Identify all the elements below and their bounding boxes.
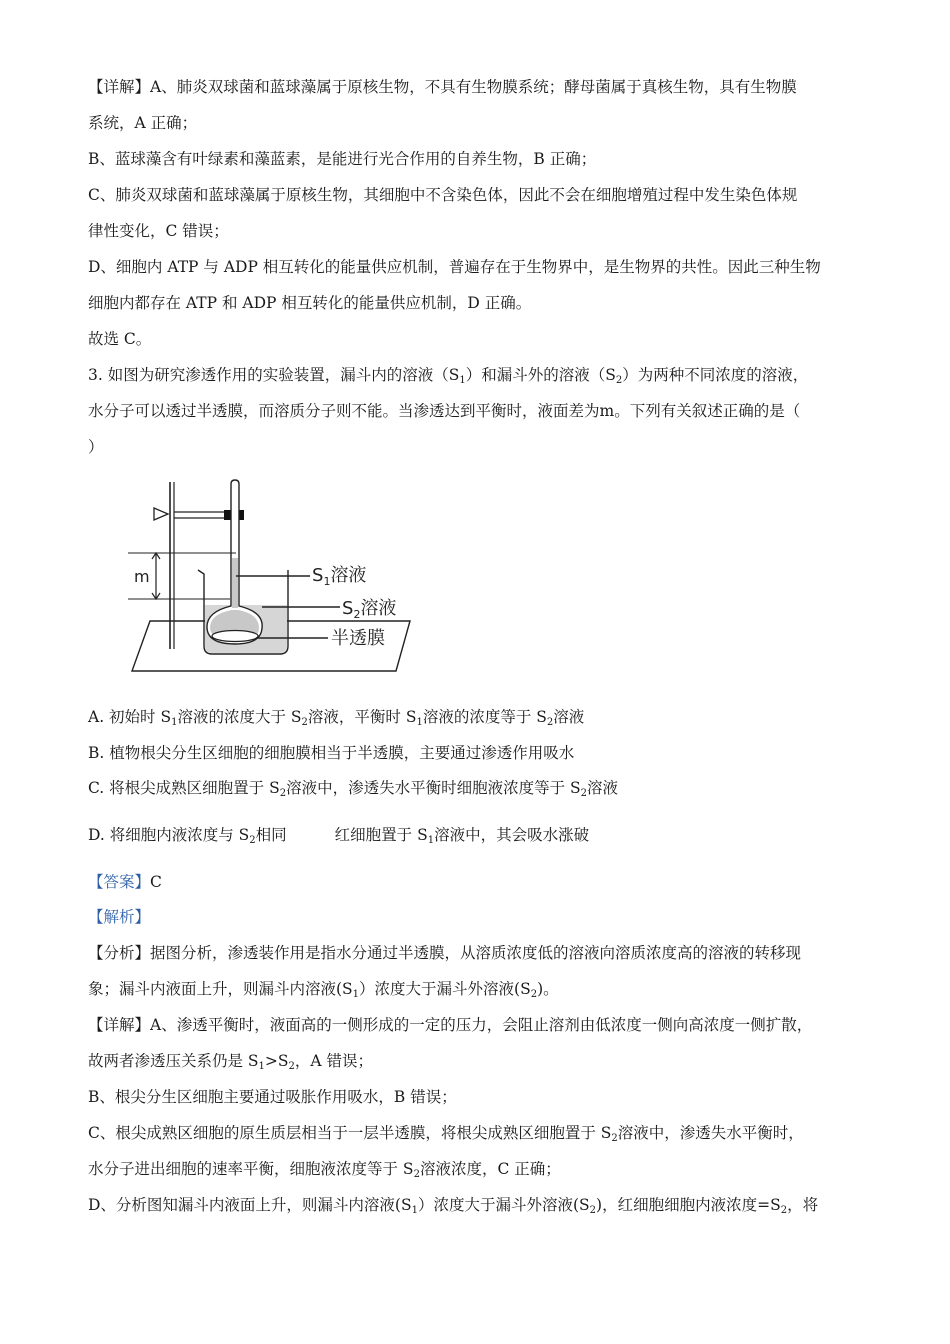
osmosis-apparatus-figure — [128, 478, 418, 678]
s1-label: $S_1$溶液 — [312, 565, 367, 588]
s2-label: $S_2$溶液 — [342, 598, 397, 621]
analysis-tag: 【解析】 — [88, 908, 151, 926]
option-c: C. 将根尖成熟区细胞置于 $S_2$溶液中，渗透失水平衡时细胞液浓度等于 $S_2$溶液 — [88, 779, 619, 799]
prev-detail-line-d1: D、细胞内 ATP 与 ADP 相互转化的能量供应机制，普遍存在于生物界中，是生物界的共性。因此三种生物 — [88, 258, 821, 276]
prev-detail-line-b: B、蓝球藻含有叶绿素和藻蓝素，是能进行光合作用的自养生物，B 正确； — [88, 150, 597, 168]
question-line-2: 水分子可以透过半透膜，而溶质分子则不能。当渗透达到平衡时，液面差为m。下列有关叙述正确的是（ — [88, 402, 801, 420]
detail-line-a2: 故两者渗透压关系仍是 $S_1>S_2$，A 错误； — [88, 1052, 374, 1072]
prev-conclusion: 故选 C。 — [88, 330, 152, 348]
answer-tag: 【答案】 — [88, 873, 151, 891]
fenxi-line-2: 象；漏斗内液面上升，则漏斗内溶液$(S_1)$浓度大于漏斗外溶液$(S_2)$。 — [88, 980, 559, 1000]
answer-line — [88, 871, 162, 893]
prev-detail-line-2: 系统，A 正确； — [88, 114, 198, 132]
s1-solution-tube — [232, 558, 238, 608]
m-label: m — [134, 567, 150, 586]
clamp-screw — [154, 508, 168, 520]
option-b: B. 植物根尖分生区细胞的细胞膜相当于半透膜，主要通过渗透作用吸水 — [88, 744, 575, 762]
semipermeable-membrane — [212, 631, 258, 642]
prev-detail-line-1: 【详解】A、肺炎双球菌和蓝球藻属于原核生物，不具有生物膜系统；酵母菌属于真核生物，具有生物膜 — [88, 78, 797, 96]
fenxi-line-1: 【分析】据图分析，渗透装作用是指水分通过半透膜，从溶质浓度低的溶液向溶质浓度高的溶液的转移现 — [88, 944, 802, 962]
prev-detail-line-c1: C、肺炎双球菌和蓝球藻属于原核生物，其细胞中不含染色体，因此不会在细胞增殖过程中发生染色体规 — [88, 186, 798, 204]
detail-line-a1: 【详解】A、渗透平衡时，液面高的一侧形成的一定的压力，会阻止溶剂由低浓度一侧向高浓度一侧扩散， — [88, 1016, 813, 1034]
detail-line-d1: D、分析图知漏斗内液面上升，则漏斗内溶液$(S_1)$浓度大于漏斗外溶液$(S_2)$，红细胞细胞内液浓度$=S_2$，将 — [88, 1196, 819, 1216]
detail-line-b: B、根尖分生区细胞主要通过吸胀作用吸水，B 错误； — [88, 1088, 457, 1106]
answer-value: C — [150, 873, 162, 891]
detail-line-c2: 水分子进出细胞的速率平衡，细胞液浓度等于 $S_2$溶液浓度，C 正确； — [88, 1160, 561, 1180]
option-d: D. 将细胞内液浓度与 $S_2$相同 红细胞置于 $S_1$溶液中，其会吸水涨破 — [88, 826, 590, 846]
question-line-3: ） — [88, 438, 104, 456]
detail-line-c1: C、根尖成熟区细胞的原生质层相当于一层半透膜，将根尖成熟区细胞置于 $S_2$溶液中，渗透失水平衡时， — [88, 1124, 804, 1144]
option-a: A. 初始时 $S_1$溶液的浓度大于 $S_2$溶液，平衡时 $S_1$溶液的浓度等于 $S_2$溶液 — [88, 708, 585, 728]
detail-tag: 【详解】 — [88, 78, 151, 96]
membrane-label: 半透膜 — [331, 628, 385, 649]
prev-detail-line-d2: 细胞内都存在 ATP 和 ADP 相互转化的能量供应机制，D 正确。 — [88, 294, 532, 312]
question-line-1: 3. 如图为研究渗透作用的实验装置，漏斗内的溶液$(S_1)$和漏斗外的溶液$(S_2)$为两种不同浓度的溶液， — [88, 366, 809, 386]
prev-detail-line-c2: 律性变化，C 错误； — [88, 222, 229, 240]
